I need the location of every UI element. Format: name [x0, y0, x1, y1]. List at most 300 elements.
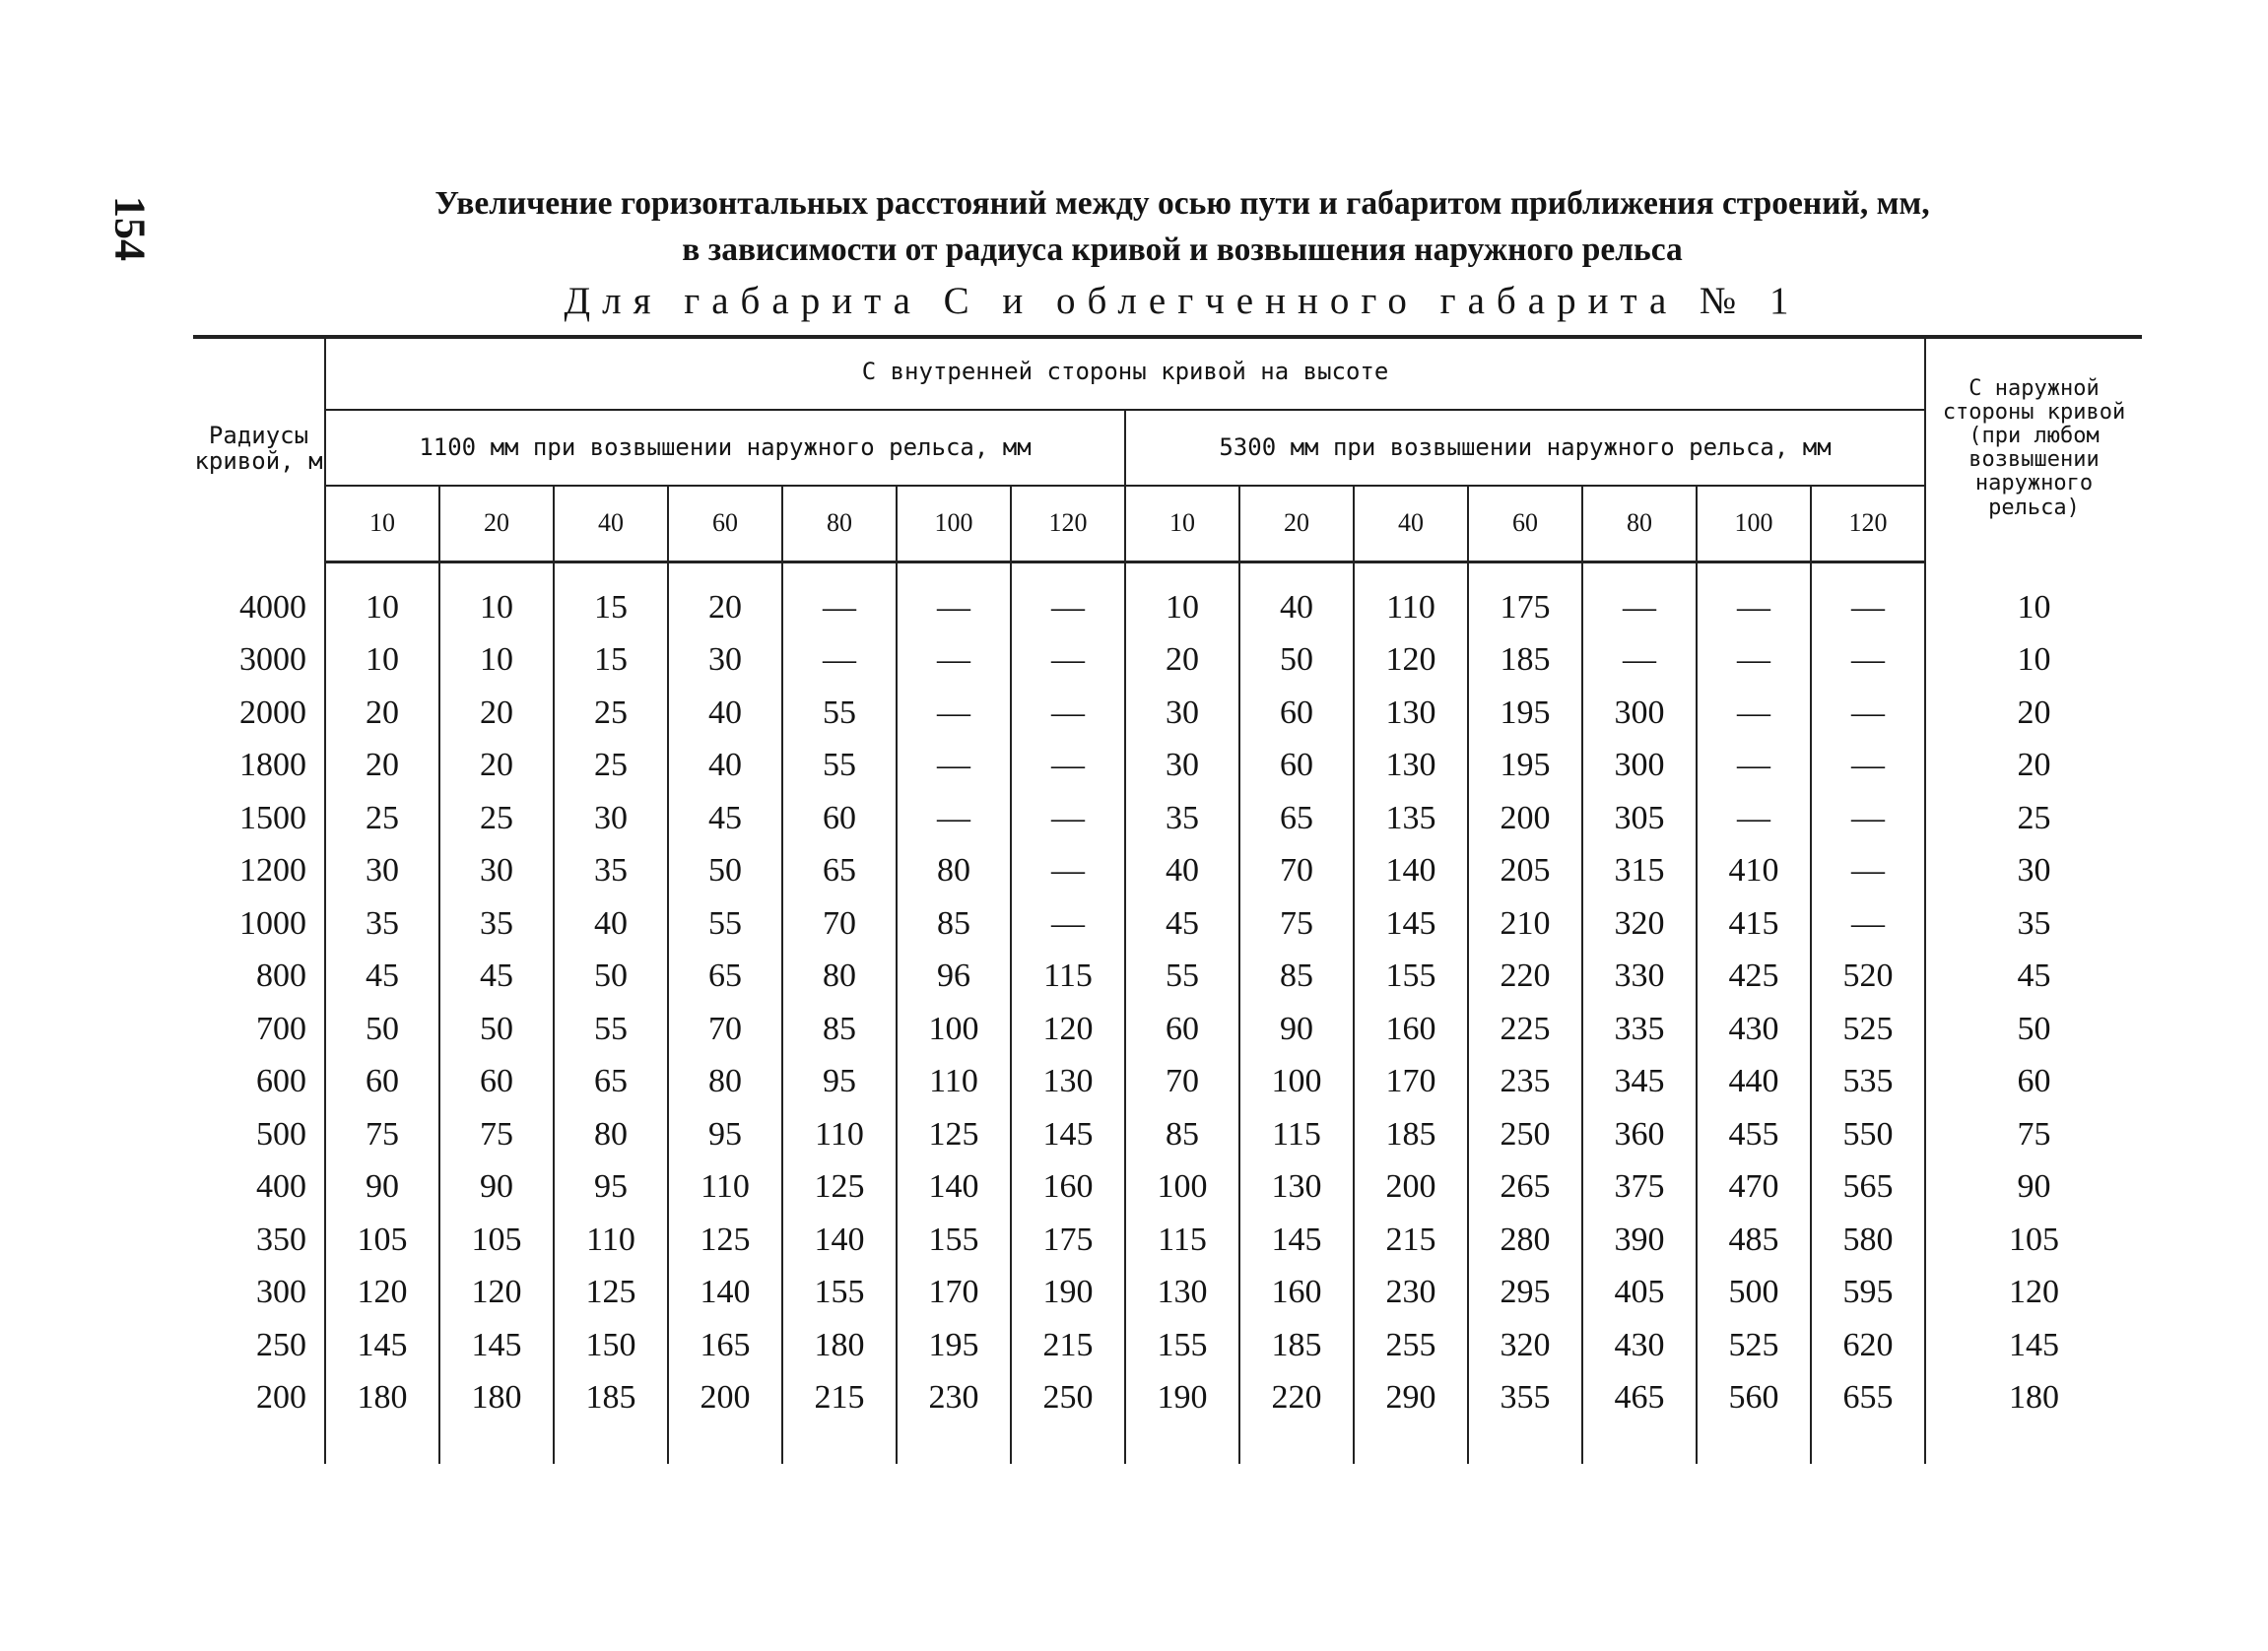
cell-h1100: 65: [668, 951, 782, 1004]
cell-h5300: —: [1811, 897, 1925, 951]
cell-outer: 10: [2017, 588, 2051, 626]
cell-h5300: 280: [1468, 1214, 1582, 1267]
cell-h5300: 100: [1125, 1161, 1239, 1215]
table-row: [193, 792, 2142, 845]
cell-h5300: 175: [1468, 581, 1582, 634]
cell-h5300: 375: [1582, 1161, 1697, 1215]
cell-h5300: —: [1811, 845, 1925, 898]
cell-h1100: 125: [782, 1161, 897, 1215]
cell-h5300: 185: [1354, 1108, 1468, 1161]
table-row: [193, 1267, 2142, 1320]
table-row: [193, 1214, 2142, 1267]
header-elevation-h1100-4: 80: [782, 486, 897, 562]
cell-radius: 600: [193, 1056, 325, 1109]
cell-h5300: 580: [1811, 1214, 1925, 1267]
cell-h1100: 25: [325, 792, 439, 845]
cell-h1100: 105: [439, 1214, 554, 1267]
cell-h5300: 30: [1125, 687, 1239, 740]
cell-h5300: 90: [1239, 1003, 1354, 1056]
header-elevation-h5300-2: 40: [1354, 486, 1468, 562]
cell-h1100: 175: [1011, 1214, 1125, 1267]
cell-h5300: 145: [1354, 897, 1468, 951]
cell-h1100: 50: [554, 951, 668, 1004]
cell-h1100: 230: [897, 1372, 1011, 1425]
cell-outer: 60: [2017, 1063, 2051, 1100]
cell-h1100: —: [782, 634, 897, 688]
table-subtitle: Для габарита С и облегченного габарита № 1: [564, 280, 1801, 322]
cell-h5300: 160: [1354, 1003, 1468, 1056]
cell-h1100: 180: [325, 1372, 439, 1425]
cell-h5300: 320: [1582, 897, 1697, 951]
cell-h5300: 200: [1354, 1161, 1468, 1215]
header-elevation-h1100-5: 100: [897, 486, 1011, 562]
cell-h5300: 55: [1125, 951, 1239, 1004]
header-radius: Радиусы кривой, м: [193, 335, 325, 562]
cell-h5300: 255: [1354, 1319, 1468, 1372]
cell-h5300: 295: [1468, 1267, 1582, 1320]
cell-radius: 400: [193, 1161, 325, 1215]
cell-h5300: 130: [1354, 687, 1468, 740]
cell-h5300: 50: [1239, 634, 1354, 688]
cell-h1100: 96: [897, 951, 1011, 1004]
cell-h5300: —: [1697, 687, 1811, 740]
cell-h1100: 155: [897, 1214, 1011, 1267]
cell-h5300: —: [1811, 792, 1925, 845]
cell-h1100: 60: [439, 1056, 554, 1109]
cell-h1100: 15: [554, 581, 668, 634]
cell-h5300: 405: [1582, 1267, 1697, 1320]
cell-h1100: 10: [439, 581, 554, 634]
cell-h1100: 20: [439, 740, 554, 793]
cell-h1100: 125: [554, 1267, 668, 1320]
cell-h5300: 335: [1582, 1003, 1697, 1056]
cell-h5300: —: [1811, 634, 1925, 688]
cell-h1100: 185: [554, 1372, 668, 1425]
cell-h1100: 95: [668, 1108, 782, 1161]
cell-h5300: 85: [1239, 951, 1354, 1004]
cell-h1100: 125: [668, 1214, 782, 1267]
cell-h5300: 620: [1811, 1319, 1925, 1372]
cell-h5300: 535: [1811, 1056, 1925, 1109]
cell-h1100: 160: [1011, 1161, 1125, 1215]
table-row: [193, 687, 2142, 740]
table-row: [193, 740, 2142, 793]
cell-h5300: 220: [1468, 951, 1582, 1004]
cell-h1100: 40: [668, 740, 782, 793]
table-row: [193, 1372, 2142, 1425]
cell-h1100: 95: [554, 1161, 668, 1215]
cell-h1100: 125: [897, 1108, 1011, 1161]
cell-h1100: 55: [668, 897, 782, 951]
cell-radius: 1500: [193, 792, 325, 845]
header-elevations-row: [193, 486, 2142, 562]
cell-h5300: 115: [1239, 1108, 1354, 1161]
cell-h5300: 45: [1125, 897, 1239, 951]
cell-h5300: 160: [1239, 1267, 1354, 1320]
table-top-rule: [193, 335, 2142, 339]
cell-h1100: 145: [439, 1319, 554, 1372]
cell-h1100: 45: [668, 792, 782, 845]
cell-h1100: 30: [668, 634, 782, 688]
cell-h1100: 80: [554, 1108, 668, 1161]
cell-outer: 35: [2017, 904, 2051, 942]
cell-h5300: 195: [1468, 687, 1582, 740]
cell-h5300: 485: [1697, 1214, 1811, 1267]
table-row: [193, 897, 2142, 951]
cell-outer: 180: [2009, 1379, 2060, 1417]
cell-outer: 120: [2009, 1274, 2060, 1311]
cell-h5300: 100: [1239, 1056, 1354, 1109]
cell-h5300: 410: [1697, 845, 1811, 898]
header-elevation-h1100-3: 60: [668, 486, 782, 562]
cell-h5300: —: [1582, 581, 1697, 634]
cell-h1100: 110: [897, 1056, 1011, 1109]
table-row: [193, 845, 2142, 898]
cell-h1100: 110: [668, 1161, 782, 1215]
cell-radius: 700: [193, 1003, 325, 1056]
cell-h1100: 90: [439, 1161, 554, 1215]
cell-h1100: —: [1011, 634, 1125, 688]
table-row: [193, 1319, 2142, 1372]
cell-h1100: 115: [1011, 951, 1125, 1004]
cell-h1100: 75: [439, 1108, 554, 1161]
cell-h1100: 35: [439, 897, 554, 951]
cell-h1100: 80: [897, 845, 1011, 898]
cell-h1100: 20: [439, 687, 554, 740]
table-row: [193, 1056, 2142, 1109]
cell-h1100: 50: [325, 1003, 439, 1056]
cell-h1100: 180: [439, 1372, 554, 1425]
cell-h5300: 465: [1582, 1372, 1697, 1425]
cell-h5300: 115: [1125, 1214, 1239, 1267]
cell-h1100: 60: [325, 1056, 439, 1109]
cell-h1100: 15: [554, 634, 668, 688]
cell-h5300: 145: [1239, 1214, 1354, 1267]
cell-h5300: 190: [1125, 1372, 1239, 1425]
cell-h5300: 60: [1239, 687, 1354, 740]
table-row: [193, 1161, 2142, 1215]
cell-h1100: —: [1011, 581, 1125, 634]
cell-h5300: 30: [1125, 740, 1239, 793]
cell-h5300: 70: [1125, 1056, 1239, 1109]
cell-outer: 20: [2017, 693, 2051, 731]
cell-h1100: —: [897, 792, 1011, 845]
table-row: [193, 1108, 2142, 1161]
cell-h1100: 100: [897, 1003, 1011, 1056]
cell-h1100: 180: [782, 1319, 897, 1372]
cell-h5300: 130: [1239, 1161, 1354, 1215]
table-row: [193, 634, 2142, 688]
cell-h1100: —: [1011, 897, 1125, 951]
cell-h1100: 50: [439, 1003, 554, 1056]
cell-h1100: 65: [554, 1056, 668, 1109]
cell-h1100: 155: [782, 1267, 897, 1320]
cell-h1100: 145: [1011, 1108, 1125, 1161]
title-line-1: Увеличение горизонтальных расстояний между осью пути и габаритом приближения строений, мм,: [434, 185, 1930, 222]
cell-h5300: 595: [1811, 1267, 1925, 1320]
cell-h5300: 430: [1582, 1319, 1697, 1372]
cell-h5300: 220: [1239, 1372, 1354, 1425]
cell-h1100: 145: [325, 1319, 439, 1372]
page-title: [296, 180, 2069, 273]
cell-outer: 145: [2009, 1326, 2060, 1363]
cell-outer: 10: [2017, 641, 2051, 679]
cell-h5300: 330: [1582, 951, 1697, 1004]
cell-h1100: 10: [325, 634, 439, 688]
cell-outer: 50: [2017, 1010, 2051, 1047]
cell-h5300: 520: [1811, 951, 1925, 1004]
cell-h1100: 80: [668, 1056, 782, 1109]
cell-h5300: 195: [1468, 740, 1582, 793]
cell-h5300: 655: [1811, 1372, 1925, 1425]
cell-h1100: 40: [554, 897, 668, 951]
cell-h5300: 440: [1697, 1056, 1811, 1109]
cell-radius: 2000: [193, 687, 325, 740]
cell-h5300: 75: [1239, 897, 1354, 951]
cell-h5300: 425: [1697, 951, 1811, 1004]
cell-radius: 1800: [193, 740, 325, 793]
cell-h5300: 155: [1354, 951, 1468, 1004]
header-elevation-h5300-5: 100: [1697, 486, 1811, 562]
header-elevation-h5300-6: 120: [1811, 486, 1925, 562]
cell-h1100: 165: [668, 1319, 782, 1372]
page-number: 154: [105, 196, 155, 261]
cell-h1100: 55: [554, 1003, 668, 1056]
cell-h5300: 265: [1468, 1161, 1582, 1215]
cell-h5300: 60: [1239, 740, 1354, 793]
header-inner-side: С внутренней стороны кривой на высоте: [325, 335, 1925, 410]
cell-h5300: 525: [1697, 1319, 1811, 1372]
cell-h5300: 345: [1582, 1056, 1697, 1109]
cell-radius: 500: [193, 1108, 325, 1161]
cell-h1100: 85: [897, 897, 1011, 951]
cell-h1100: 20: [325, 687, 439, 740]
header-elevation-h5300-0: 10: [1125, 486, 1239, 562]
cell-h1100: 85: [782, 1003, 897, 1056]
cell-h1100: —: [897, 687, 1011, 740]
cell-h5300: 120: [1354, 634, 1468, 688]
cell-radius: 1200: [193, 845, 325, 898]
cell-h1100: 10: [325, 581, 439, 634]
title-line-2: в зависимости от радиуса кривой и возвышения наружного рельса: [682, 231, 1683, 268]
cell-h1100: 55: [782, 740, 897, 793]
header-elevation-h5300-3: 60: [1468, 486, 1582, 562]
cell-h5300: 155: [1125, 1319, 1239, 1372]
cell-h1100: 70: [668, 1003, 782, 1056]
cell-h1100: —: [897, 634, 1011, 688]
cell-h5300: 235: [1468, 1056, 1582, 1109]
cell-h5300: —: [1697, 740, 1811, 793]
cell-outer: 75: [2017, 1115, 2051, 1153]
header-elevation-h1100-0: 10: [325, 486, 439, 562]
cell-h1100: 190: [1011, 1267, 1125, 1320]
cell-h5300: 315: [1582, 845, 1697, 898]
cell-h5300: 70: [1239, 845, 1354, 898]
cell-h1100: 65: [782, 845, 897, 898]
cell-h1100: 20: [668, 581, 782, 634]
header-elevation-h1100-6: 120: [1011, 486, 1125, 562]
cell-outer: 20: [2017, 747, 2051, 784]
cell-h5300: 215: [1354, 1214, 1468, 1267]
cell-h1100: 140: [668, 1267, 782, 1320]
cell-h5300: 390: [1582, 1214, 1697, 1267]
cell-radius: 4000: [193, 581, 325, 634]
cell-h5300: 65: [1239, 792, 1354, 845]
header-elevation-h5300-4: 80: [1582, 486, 1697, 562]
table-body: [193, 562, 2142, 1465]
data-table: [193, 335, 2142, 1464]
cell-h5300: 110: [1354, 581, 1468, 634]
cell-h5300: 185: [1468, 634, 1582, 688]
cell-h5300: 205: [1468, 845, 1582, 898]
cell-h5300: 250: [1468, 1108, 1582, 1161]
cell-outer: 45: [2017, 958, 2051, 995]
cell-h5300: 430: [1697, 1003, 1811, 1056]
cell-h5300: 135: [1354, 792, 1468, 845]
header-elevation-h5300-1: 20: [1239, 486, 1354, 562]
cell-h1100: 55: [782, 687, 897, 740]
cell-h1100: 215: [782, 1372, 897, 1425]
cell-h5300: 185: [1239, 1319, 1354, 1372]
table-tail-row: [193, 1424, 2142, 1464]
cell-h5300: 305: [1582, 792, 1697, 845]
cell-radius: 3000: [193, 634, 325, 688]
cell-h5300: —: [1697, 634, 1811, 688]
cell-h1100: 80: [782, 951, 897, 1004]
table-row: [193, 581, 2142, 634]
cell-h1100: 45: [439, 951, 554, 1004]
cell-h1100: 20: [325, 740, 439, 793]
cell-h1100: 200: [668, 1372, 782, 1425]
cell-h1100: 70: [782, 897, 897, 951]
cell-h5300: 300: [1582, 687, 1697, 740]
cell-h1100: 95: [782, 1056, 897, 1109]
cell-h1100: 150: [554, 1319, 668, 1372]
cell-h5300: 455: [1697, 1108, 1811, 1161]
cell-h1100: 120: [439, 1267, 554, 1320]
cell-radius: 350: [193, 1214, 325, 1267]
cell-radius: 300: [193, 1267, 325, 1320]
cell-h5300: 130: [1354, 740, 1468, 793]
cell-h1100: 60: [782, 792, 897, 845]
cell-radius: 200: [193, 1372, 325, 1425]
cell-h5300: 560: [1697, 1372, 1811, 1425]
cell-h5300: 210: [1468, 897, 1582, 951]
cell-h5300: —: [1697, 792, 1811, 845]
cell-outer: 105: [2009, 1221, 2060, 1258]
cell-h1100: 10: [439, 634, 554, 688]
cell-h1100: 30: [439, 845, 554, 898]
cell-h5300: 130: [1125, 1267, 1239, 1320]
cell-h5300: 40: [1239, 581, 1354, 634]
cell-h5300: 525: [1811, 1003, 1925, 1056]
cell-h5300: 415: [1697, 897, 1811, 951]
cell-outer: 90: [2017, 1168, 2051, 1206]
cell-h5300: 20: [1125, 634, 1239, 688]
cell-h5300: 355: [1468, 1372, 1582, 1425]
cell-h1100: 170: [897, 1267, 1011, 1320]
cell-h1100: 130: [1011, 1056, 1125, 1109]
cell-h1100: 45: [325, 951, 439, 1004]
cell-h5300: —: [1811, 687, 1925, 740]
cell-h1100: 30: [554, 792, 668, 845]
cell-h1100: 110: [554, 1214, 668, 1267]
table-header: [193, 335, 2142, 562]
cell-h1100: 105: [325, 1214, 439, 1267]
cell-h1100: —: [1011, 792, 1125, 845]
cell-h1100: —: [1011, 687, 1125, 740]
cell-h5300: 500: [1697, 1267, 1811, 1320]
cell-h1100: 90: [325, 1161, 439, 1215]
cell-h1100: 120: [325, 1267, 439, 1320]
cell-h5300: 60: [1125, 1003, 1239, 1056]
cell-radius: 250: [193, 1319, 325, 1372]
cell-h5300: 170: [1354, 1056, 1468, 1109]
cell-h1100: 30: [325, 845, 439, 898]
data-table-container: [193, 335, 2142, 1478]
cell-h1100: 25: [554, 740, 668, 793]
cell-h5300: 10: [1125, 581, 1239, 634]
cell-h1100: 250: [1011, 1372, 1125, 1425]
cell-h5300: 40: [1125, 845, 1239, 898]
cell-h5300: 230: [1354, 1267, 1468, 1320]
cell-h1100: —: [897, 740, 1011, 793]
cell-h1100: —: [1011, 845, 1125, 898]
cell-radius: 800: [193, 951, 325, 1004]
cell-h5300: 360: [1582, 1108, 1697, 1161]
cell-h5300: 85: [1125, 1108, 1239, 1161]
header-group-5300: 5300 мм при возвышении наружного рельса, мм: [1125, 410, 1925, 486]
cell-h5300: —: [1811, 740, 1925, 793]
cell-h1100: 140: [782, 1214, 897, 1267]
cell-radius: 1000: [193, 897, 325, 951]
header-group-1100: 1100 мм при возвышении наружного рельса, мм: [325, 410, 1125, 486]
cell-h5300: —: [1582, 634, 1697, 688]
cell-h1100: 215: [1011, 1319, 1125, 1372]
cell-h5300: 470: [1697, 1161, 1811, 1215]
cell-h1100: —: [897, 581, 1011, 634]
cell-h5300: 35: [1125, 792, 1239, 845]
cell-outer: 30: [2017, 852, 2051, 890]
cell-h1100: 50: [668, 845, 782, 898]
cell-h1100: 25: [554, 687, 668, 740]
cell-h5300: 140: [1354, 845, 1468, 898]
cell-h5300: 200: [1468, 792, 1582, 845]
cell-h1100: —: [782, 581, 897, 634]
cell-h5300: 225: [1468, 1003, 1582, 1056]
header-elevation-h1100-2: 40: [554, 486, 668, 562]
cell-h1100: 40: [668, 687, 782, 740]
cell-h1100: 75: [325, 1108, 439, 1161]
header-outer-side: С наружной стороны кривой (при любом возвышении наружного рельса): [1942, 375, 2126, 520]
cell-h1100: 120: [1011, 1003, 1125, 1056]
cell-h1100: —: [1011, 740, 1125, 793]
cell-h1100: 140: [897, 1161, 1011, 1215]
table-row: [193, 951, 2142, 1004]
cell-h1100: 35: [325, 897, 439, 951]
cell-h1100: 25: [439, 792, 554, 845]
cell-h1100: 35: [554, 845, 668, 898]
cell-h5300: —: [1697, 581, 1811, 634]
cell-h5300: 290: [1354, 1372, 1468, 1425]
cell-h5300: —: [1811, 581, 1925, 634]
cell-h5300: 550: [1811, 1108, 1925, 1161]
cell-h5300: 565: [1811, 1161, 1925, 1215]
cell-h1100: 110: [782, 1108, 897, 1161]
cell-h1100: 195: [897, 1319, 1011, 1372]
cell-h5300: 300: [1582, 740, 1697, 793]
table-spacer-row: [193, 562, 2142, 582]
